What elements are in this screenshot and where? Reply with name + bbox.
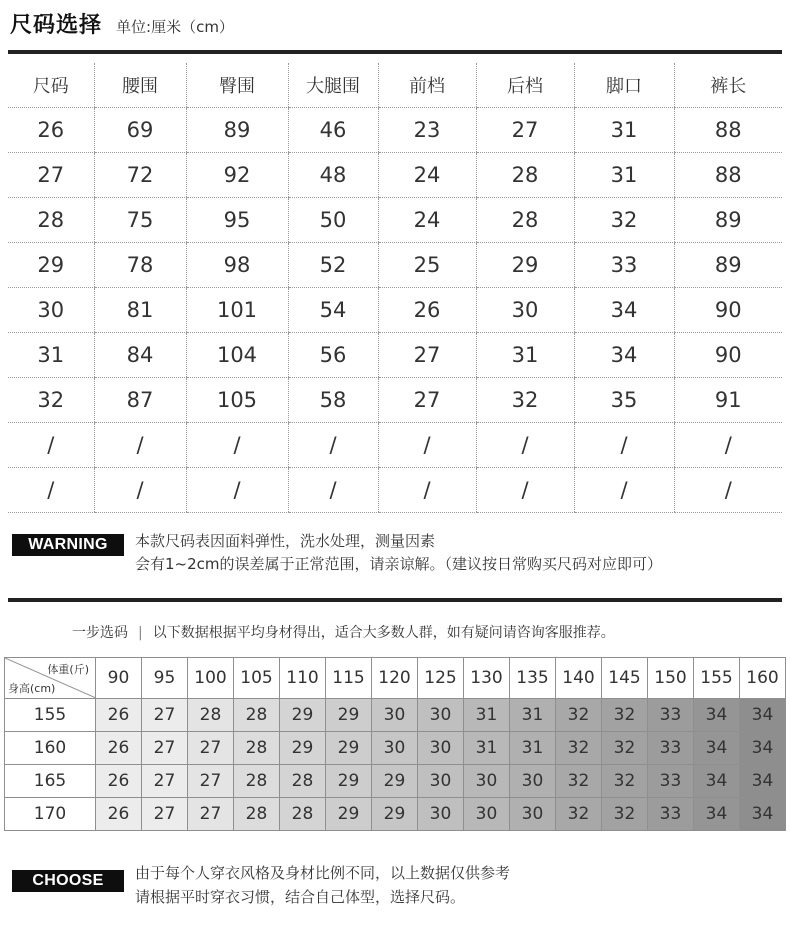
size-cell: 29: [326, 699, 372, 732]
table-cell: 48: [288, 153, 378, 198]
table-cell: 34: [574, 333, 674, 378]
table-cell: 26: [8, 108, 94, 153]
table-cell: 54: [288, 288, 378, 333]
size-cell: 30: [372, 732, 418, 765]
size-cell: 30: [464, 798, 510, 831]
size-cell: 34: [740, 699, 786, 732]
table-row: [8, 378, 782, 423]
size-cell: 28: [234, 699, 280, 732]
table-cell: 32: [476, 378, 574, 423]
table-row: [8, 198, 782, 243]
unit-label: 单位:厘米（cm）: [116, 18, 234, 36]
warning-badge: WARNING: [12, 534, 124, 556]
table-row: [8, 153, 782, 198]
weight-header: 150: [648, 658, 694, 699]
corner-cell: [5, 658, 96, 699]
choose-badge: CHOOSE: [12, 870, 124, 892]
column-header: 尺码: [8, 63, 94, 108]
table-cell: 87: [94, 378, 186, 423]
table-cell: 28: [476, 198, 574, 243]
table-cell: 105: [186, 378, 288, 423]
size-cell: 30: [510, 765, 556, 798]
table-cell: 72: [94, 153, 186, 198]
table-cell: 78: [94, 243, 186, 288]
table-cell: 30: [476, 288, 574, 333]
size-cell: 34: [694, 699, 740, 732]
table-cell: 91: [674, 378, 782, 423]
page-header: [10, 8, 234, 42]
size-cell: 27: [188, 732, 234, 765]
table-cell: 50: [288, 198, 378, 243]
table-row: [8, 108, 782, 153]
table-cell: 52: [288, 243, 378, 288]
size-cell: 29: [280, 732, 326, 765]
column-header: 大腿围: [288, 63, 378, 108]
size-cell: 34: [694, 798, 740, 831]
size-cell: 26: [96, 732, 142, 765]
size-cell: 28: [234, 765, 280, 798]
intro-separator: |: [138, 625, 143, 641]
table-cell: 89: [674, 198, 782, 243]
top-divider: [8, 50, 782, 54]
size-cell: 29: [280, 699, 326, 732]
size-cell: 32: [556, 798, 602, 831]
intro-title: 一步选码: [72, 625, 128, 641]
table-cell: 58: [288, 378, 378, 423]
table-cell: 34: [574, 288, 674, 333]
table-cell: /: [476, 423, 574, 468]
recommend-header-row: [5, 658, 786, 699]
height-axis-label: 身高(cm): [8, 682, 56, 695]
size-cell: 28: [280, 765, 326, 798]
size-cell: 28: [280, 798, 326, 831]
weight-header: 135: [510, 658, 556, 699]
size-cell: 28: [188, 699, 234, 732]
table-cell: 32: [8, 378, 94, 423]
warning-line-2: 会有1~2cm的误差属于正常范围，请亲谅解。（建议按日常购买尺码对应即可）: [135, 555, 663, 573]
column-header: 脚口: [574, 63, 674, 108]
table-cell: 104: [186, 333, 288, 378]
size-cell: 26: [96, 699, 142, 732]
table-cell: 24: [378, 198, 476, 243]
size-cell: 30: [372, 699, 418, 732]
size-cell: 34: [694, 732, 740, 765]
table-cell: 33: [574, 243, 674, 288]
table-row: [8, 333, 782, 378]
table-cell: 46: [288, 108, 378, 153]
column-header: 裤长: [674, 63, 782, 108]
table-row: [5, 798, 786, 831]
weight-header: 105: [234, 658, 280, 699]
size-cell: 33: [648, 765, 694, 798]
size-cell: 27: [142, 732, 188, 765]
weight-header: 130: [464, 658, 510, 699]
table-cell: 56: [288, 333, 378, 378]
table-cell: /: [186, 468, 288, 513]
table-cell: 89: [674, 243, 782, 288]
table-cell: 98: [186, 243, 288, 288]
table-cell: /: [574, 468, 674, 513]
height-header: 165: [5, 765, 96, 798]
size-cell: 34: [740, 798, 786, 831]
size-cell: 33: [648, 732, 694, 765]
table-cell: 90: [674, 288, 782, 333]
column-header: 腰围: [94, 63, 186, 108]
size-cell: 34: [694, 765, 740, 798]
size-table-header: [8, 63, 782, 108]
size-cell: 28: [234, 798, 280, 831]
choose-line-2: 请根据平时穿衣习惯，结合自己体型，选择尺码。: [135, 888, 466, 906]
weight-header: 120: [372, 658, 418, 699]
warning-line-1: 本款尺码表因面料弹性，洗水处理，测量因素: [135, 532, 436, 550]
table-row: [5, 699, 786, 732]
table-cell: /: [674, 423, 782, 468]
size-cell: 31: [510, 699, 556, 732]
table-cell: /: [476, 468, 574, 513]
weight-header: 155: [694, 658, 740, 699]
size-cell: 29: [326, 732, 372, 765]
height-header: 155: [5, 699, 96, 732]
size-cell: 27: [142, 699, 188, 732]
size-cell: 32: [556, 699, 602, 732]
table-cell: 29: [476, 243, 574, 288]
table-cell: 92: [186, 153, 288, 198]
table-cell: 27: [378, 378, 476, 423]
table-row: [5, 732, 786, 765]
weight-axis-label: 体重(斤): [47, 663, 89, 676]
size-cell: 30: [510, 798, 556, 831]
table-cell: 84: [94, 333, 186, 378]
table-cell: /: [8, 423, 94, 468]
size-cell: 28: [234, 732, 280, 765]
table-cell: 89: [186, 108, 288, 153]
table-cell: 24: [378, 153, 476, 198]
table-cell: 30: [8, 288, 94, 333]
table-cell: 23: [378, 108, 476, 153]
table-row: [8, 423, 782, 468]
height-header: 160: [5, 732, 96, 765]
table-cell: /: [94, 423, 186, 468]
column-header: 臀围: [186, 63, 288, 108]
size-cell: 30: [418, 699, 464, 732]
size-cell: 33: [648, 699, 694, 732]
table-cell: /: [574, 423, 674, 468]
table-cell: 69: [94, 108, 186, 153]
weight-header: 100: [188, 658, 234, 699]
table-cell: 25: [378, 243, 476, 288]
table-cell: 88: [674, 153, 782, 198]
size-table: [8, 63, 782, 513]
size-cell: 31: [464, 699, 510, 732]
table-cell: /: [8, 468, 94, 513]
table-cell: 35: [574, 378, 674, 423]
intro-text: 以下数据根据平均身材得出，适合大多数人群，如有疑问请咨询客服推荐。: [152, 625, 615, 641]
size-cell: 32: [602, 732, 648, 765]
table-cell: /: [378, 468, 476, 513]
size-cell: 32: [602, 798, 648, 831]
page-title: 尺码选择: [10, 13, 103, 38]
table-cell: /: [94, 468, 186, 513]
table-row: [8, 288, 782, 333]
size-cell: 26: [96, 765, 142, 798]
size-cell: 29: [372, 765, 418, 798]
table-cell: /: [378, 423, 476, 468]
height-header: 170: [5, 798, 96, 831]
recommend-table: [4, 657, 786, 831]
recommend-intro: [72, 622, 615, 642]
size-cell: 27: [188, 798, 234, 831]
table-cell: 27: [8, 153, 94, 198]
size-cell: 32: [602, 765, 648, 798]
size-cell: 31: [464, 732, 510, 765]
table-cell: 75: [94, 198, 186, 243]
size-cell: 27: [142, 765, 188, 798]
table-cell: 28: [476, 153, 574, 198]
table-cell: 88: [674, 108, 782, 153]
size-cell: 30: [418, 798, 464, 831]
size-cell: 31: [510, 732, 556, 765]
table-cell: 27: [476, 108, 574, 153]
size-cell: 34: [740, 765, 786, 798]
weight-header: 160: [740, 658, 786, 699]
size-cell: 32: [556, 732, 602, 765]
size-cell: 34: [740, 732, 786, 765]
size-cell: 29: [372, 798, 418, 831]
size-cell: 27: [188, 765, 234, 798]
column-header: 前档: [378, 63, 476, 108]
weight-header: 95: [142, 658, 188, 699]
table-cell: 29: [8, 243, 94, 288]
choose-line-1: 由于每个人穿衣风格及身材比例不同，以上数据仅供参考: [135, 864, 511, 882]
weight-header: 125: [418, 658, 464, 699]
weight-header: 145: [602, 658, 648, 699]
table-cell: 101: [186, 288, 288, 333]
table-cell: 27: [378, 333, 476, 378]
table-row: [8, 243, 782, 288]
table-cell: 31: [476, 333, 574, 378]
table-cell: /: [674, 468, 782, 513]
weight-header: 140: [556, 658, 602, 699]
table-cell: 32: [574, 198, 674, 243]
weight-header: 110: [280, 658, 326, 699]
size-cell: 29: [326, 765, 372, 798]
size-cell: 32: [602, 699, 648, 732]
table-cell: 81: [94, 288, 186, 333]
size-cell: 32: [556, 765, 602, 798]
weight-header: 90: [96, 658, 142, 699]
weight-header: 115: [326, 658, 372, 699]
table-cell: 95: [186, 198, 288, 243]
size-cell: 30: [418, 732, 464, 765]
table-cell: 31: [8, 333, 94, 378]
table-cell: /: [288, 423, 378, 468]
size-cell: 30: [464, 765, 510, 798]
column-header: 后档: [476, 63, 574, 108]
middle-divider: [8, 598, 782, 602]
table-cell: 26: [378, 288, 476, 333]
table-cell: 31: [574, 153, 674, 198]
size-cell: 29: [326, 798, 372, 831]
table-cell: 90: [674, 333, 782, 378]
table-row: [8, 468, 782, 513]
size-cell: 26: [96, 798, 142, 831]
table-row: [5, 765, 786, 798]
table-cell: /: [288, 468, 378, 513]
table-cell: /: [186, 423, 288, 468]
table-cell: 31: [574, 108, 674, 153]
size-cell: 27: [142, 798, 188, 831]
size-cell: 33: [648, 798, 694, 831]
table-cell: 28: [8, 198, 94, 243]
size-cell: 30: [418, 765, 464, 798]
